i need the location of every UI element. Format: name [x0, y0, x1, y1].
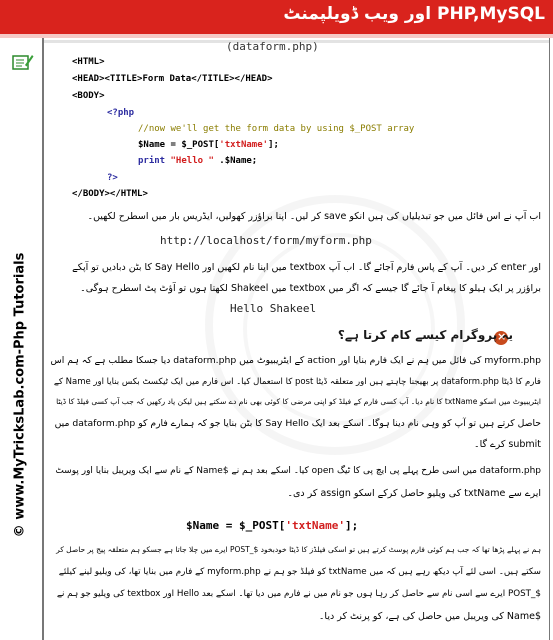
paragraph-line: اور enter کر دیں۔ آپ کے پاس فارم آجائے گا۔ اب آپ textbox میں اپنا نام لکھیں اور Say Hello کا بٹن دبادیں تو آپکے: [72, 262, 541, 273]
paragraph-line: ایرے سے txtName کی ویلیو حاصل کرکے اسکو assign کر دی۔: [287, 488, 541, 499]
code-line: [138, 141, 279, 150]
paragraph-line: ہم نے پہلے پڑھا تھا کہ جب ہم کوئی فارم پوسٹ کرتے ہیں تو اسکی فیلڈز کا ڈیٹا خودبخود $_POST ایرے میں چلا جاتا ہے جسکو ہم متعلقہ پیج پر حاصل کر: [56, 545, 541, 554]
header-bar: [0, 0, 553, 34]
paragraph-line: submit کرے گا۔: [474, 439, 541, 450]
code-token: ];: [268, 140, 279, 150]
paragraph-line: اب آپ نے اس فائل میں جو تبدیلیاں کی ہیں انکو save کر لیں۔ اپنا براؤزر کھولیں، ایڈریس بار میں اسطرح لکھیں۔: [87, 211, 541, 222]
watermark-text: © www.MyTricksLab.com-Php Tutorials: [12, 252, 28, 538]
code-line: <HTML>: [72, 57, 105, 67]
code-line: <?php: [107, 108, 135, 118]
code-caption: (dataform.php): [226, 40, 319, 53]
right-margin-rule: [549, 38, 550, 640]
note-pencil-icon: [12, 53, 34, 71]
code-string: "Hello ": [170, 156, 214, 166]
header-stripe: [0, 34, 553, 38]
code-line: ?>: [107, 173, 118, 183]
code-comment: //now we'll get the form data by using $_POST array: [138, 124, 415, 134]
code-token: $Name = $_POST[: [186, 519, 286, 532]
paragraph-line: $Name کی ویریبل میں حاصل کی ہے، کو پرنٹ کر دیا۔: [318, 611, 541, 622]
code-string: 'txtName': [285, 519, 345, 532]
paragraph-line: $_POST ایرے سے اسی نام سے حاصل کر رہا ہوں جو نام میں نے فارم میں دیا تھا۔ اسکے بعد Hello اور textbox کی ویلیو جو ہم نے: [56, 589, 541, 599]
code-keyword: print: [138, 156, 171, 166]
header-title: PHP,MySQL اور ویب ڈویلپمنٹ: [283, 4, 545, 24]
paragraph-line: براؤزر پر ایک ہیلو کا پیغام آ جائے گا جیسے کہ اگر میں textbox میں Shakeel لکھتا ہوں تو آؤٹ پٹ اسطرح ہوگی۔: [80, 283, 541, 294]
code-string: 'txtName': [219, 140, 269, 150]
code-token: $Name = $_POST[: [138, 140, 220, 150]
code-line: [138, 157, 257, 166]
output-text: Hello Shakeel: [230, 302, 317, 315]
code-token: .$Name;: [213, 156, 258, 166]
paragraph-line: سکتے ہیں۔ اسی لئے آپ دیکھ رہے ہیں کہ میں txtName کو فیلڈ جو ہم نے myform.php کے فارم میں بنایا تھا، کی ویلیو لینے کیلئے: [58, 567, 541, 577]
code-snippet: [186, 519, 358, 532]
paragraph-line: ایٹریبیوٹ میں اسکو txtName کا نام دیا۔ آپ کسی فارم کے فیلڈ کو اپنی مرضی کا کوئی بھی نام دے سکتے ہیں لیکن یاد رکھیں کہ جب آپ کسی فیلڈ کا ڈیٹا: [56, 397, 541, 406]
paragraph-line: myform.php کی فائل میں ہم نے ایک فارم بنایا اور action کے ایٹریبیوٹ میں dataform.php دیا جسکا مطلب ہے کہ ہم اس: [50, 355, 541, 366]
paragraph-line: فارم کا ڈیٹا dataform.php پر بھیجنا چاہتے ہیں اور متعلقہ ڈیٹا post کا استعمال کیا۔ اس فارم میں ایک ٹیکسٹ بکس بنایا اور Name کے: [53, 377, 541, 387]
section-heading: یہ پروگرام کیسے کام کرتا ہے؟: [337, 328, 513, 342]
code-line: <HEAD><TITLE>Form Data</TITLE></HEAD>: [72, 74, 273, 84]
left-margin-rule: [42, 38, 44, 640]
code-line: </BODY></HTML>: [72, 189, 148, 199]
paragraph-line: dataform.php میں اسی طرح پہلے پی ایچ پی کا ٹیگ open کیا۔ اسکے بعد ہم نے $Name کے نام سے ایک ویریبل بنایا اور پوسٹ: [55, 466, 541, 476]
url-text: http://localhost/form/myform.php: [160, 234, 372, 247]
code-token: ];: [344, 519, 359, 532]
vertical-watermark: [6, 170, 34, 620]
code-line: <BODY>: [72, 91, 105, 101]
paragraph-line: حاصل کرتے ہیں تو آپ کو وہی نام دینا ہوگا۔ اسکے بعد ایک Say Hello کا بٹن بنایا جو کہ ہمارے فارم کو dataform.php میں: [54, 418, 541, 429]
